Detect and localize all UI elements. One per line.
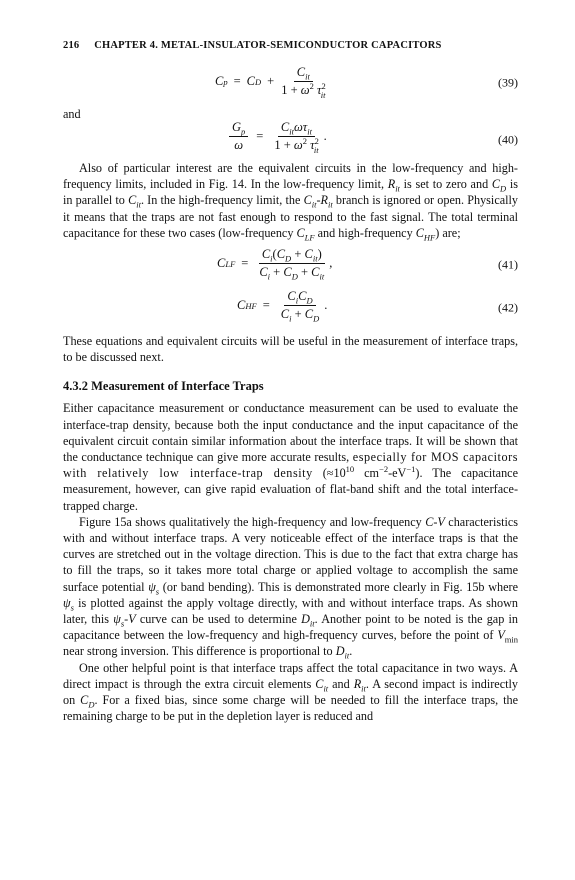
paragraph: Figure 15a shows qualitatively the high-frequency and low-frequency C-V characteristics with and without interface traps. A very noticeable effect of the interface traps is that the curves are stretched out in the voltage direction. This is due to the fact that extra charge has to fill the traps, so it takes more total charge or applied voltage to accomplish the same surface potential $\psi_s$ (or band bending). This is demonstrated more clearly in Fig. 15b where $\psi_s$ is plotted against the apply voltage directly, with and without interface traps. As shown later, this $\psi_s-V$ curve can be used to determine $D_{it}$. Another point to be noted is the gap in capacitance between the low-frequency and high-frequency curves, before the point of $V_{min}$ near strong inversion. This difference is proportional to $D_{it}$. (63, 514, 518, 661)
paragraph: One other helpful point is that interface traps affect the total capacitance in two ways. A direct impact is through the extra circuit elements $C_{it}$ and $R_{it}$. A second impact is indirectly on $C_D$. For a fixed bias, since some charge will be needed to fill the interface traps, the remaining charge to be put in the depletion layer is reduced and (63, 660, 519, 724)
running-header (63, 40, 518, 51)
page-number: 216 (63, 40, 80, 51)
chapter-title: CHAPTER 4. METAL-INSULATOR-SEMICONDUCTOR CAPACITORS (94, 40, 442, 51)
paragraph: Either capacitance measurement or conductance measurement can be used to evaluate the interface-trap density, because both the input conductance and the input capacitance of the equivalent circuit contain similar information about the interface traps. It will be shown that the conductance technique can give more accurate results, especially for MOS capacitors with relatively low interface-trap density ($\approx 10^{10}$ $cm^{-2}-eV^{-1}$). The capacitance measurement, however, can give rapid evaluation of flat-band shift and the total interface-trapped charge. (63, 401, 518, 513)
equation-number: (39) (498, 75, 518, 90)
equation-42: C HF = $\frac{C_iC_D}{C_i + C_D}$ . (42) (237, 289, 518, 324)
paragraph: These equations and equivalent circuits will be useful in the measurement of interface traps, to be discussed next. (63, 334, 518, 365)
equation-number: (41) (498, 257, 518, 272)
equation-number: (40) (498, 132, 518, 147)
equation-41: C LF = $\frac{C_i(C_D + C_{it})}{C_i + C_D + C_{it}}$ , (41) (217, 247, 518, 282)
equation-number: (42) (498, 300, 518, 315)
paragraph: Also of particular interest are the equivalent circuits in the low-frequency and high-frequency limits, included in Fig. 14. In the low-frequency limit, $R_{it}$ is set to zero and $C_D$ is in parallel to $C_{it}$. In the high-frequency limit, the $C_{it}-R_{it}$ branch is ignored or open. Physically it means that the traps are not fast enough to respond to the fast signal. The total terminal capacitance for these two cases (low-frequency $C_{LF}$ and high-frequency $C_{HF}$) are; (63, 161, 518, 243)
page (63, 40, 518, 724)
equation-39: C p = C D + $\frac{C_{it}}{1 + \omega^2 \tau^2_{it}}$ (39) (215, 65, 518, 100)
and-label: and (63, 107, 81, 121)
section-heading: 4.3.2 Measurement of Interface Traps (63, 379, 264, 394)
equation-40: $\frac{G_p}{\omega}$ = $\frac{C_{it}\omega\tau_{it}}{1 + \omega^2 \tau^2_{it}}$ . (40) (63, 120, 518, 160)
